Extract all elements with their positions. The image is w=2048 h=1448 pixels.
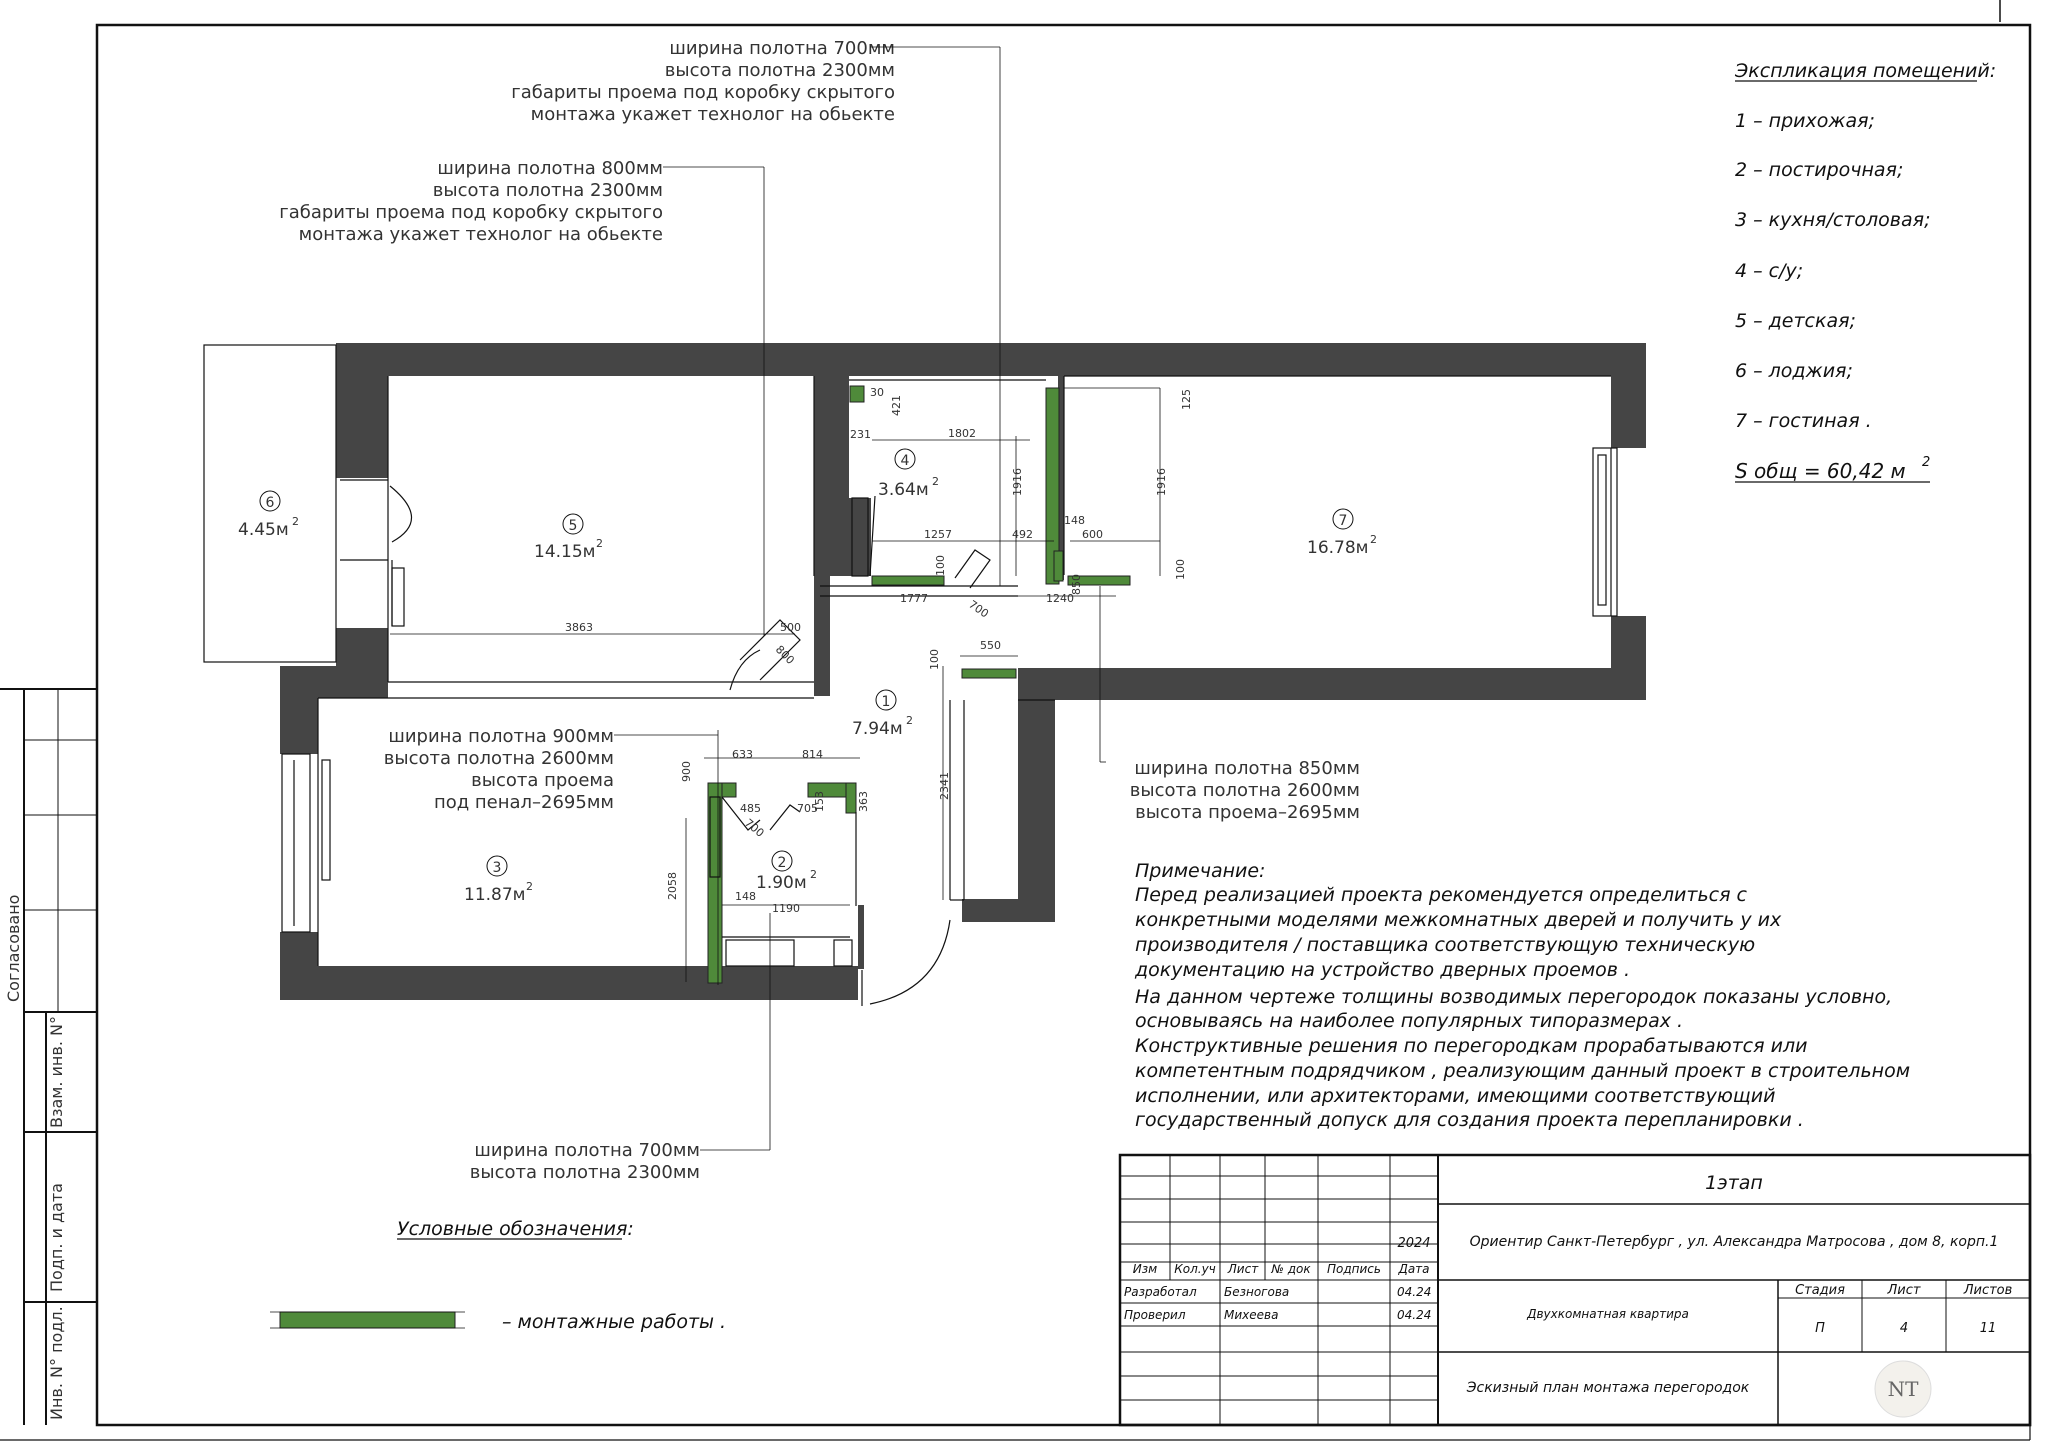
svg-text:ширина полотна 850мм: ширина полотна 850мм bbox=[1134, 758, 1360, 779]
object-name: Двухкомнатная квартира bbox=[1527, 1307, 1689, 1321]
door-note-3 bbox=[384, 726, 718, 813]
svg-text:ширина полотна 900мм: ширина полотна 900мм bbox=[388, 726, 614, 747]
svg-text:Кол.уч: Кол.уч bbox=[1174, 1262, 1216, 1276]
room-1-area: 7.94м bbox=[852, 719, 903, 739]
svg-text:П: П bbox=[1815, 1321, 1825, 1336]
dim-148b: 148 bbox=[735, 890, 756, 903]
svg-text:Стадия: Стадия bbox=[1795, 1283, 1845, 1298]
svg-text:3 – кухня/столовая;: 3 – кухня/столовая; bbox=[1735, 209, 1931, 231]
svg-text:высота полотна 2300мм: высота полотна 2300мм bbox=[664, 60, 895, 81]
svg-text:монтажа укажет технолог на обь: монтажа укажет технолог на обьекте bbox=[298, 224, 663, 245]
svg-text:габариты проема под коробку ск: габариты проема под коробку скрытого bbox=[279, 202, 663, 223]
svg-text:2: 2 bbox=[292, 515, 299, 528]
door-note-1 bbox=[511, 38, 1000, 125]
dim-1802: 1802 bbox=[948, 427, 976, 440]
dim-1240: 1240 bbox=[1046, 592, 1074, 605]
svg-text:ширина полотна 800мм: ширина полотна 800мм bbox=[437, 158, 663, 179]
explication-title: Экспликация помещений: bbox=[1735, 60, 1997, 82]
dim-3863: 3863 bbox=[565, 621, 593, 634]
svg-text:Изм: Изм bbox=[1132, 1262, 1158, 1276]
room-6-area: 4.45м bbox=[238, 520, 289, 540]
svg-text:2: 2 bbox=[526, 880, 533, 893]
dim-550: 550 bbox=[980, 639, 1001, 652]
room-2-area: 1.90м bbox=[756, 873, 807, 893]
room-3 bbox=[464, 856, 533, 905]
svg-text:2: 2 bbox=[906, 714, 913, 727]
svg-text:Лист: Лист bbox=[1887, 1283, 1921, 1298]
room-4-area: 3.64м bbox=[878, 480, 929, 500]
svg-text:4: 4 bbox=[1899, 1321, 1909, 1336]
dim-148a: 148 bbox=[1064, 514, 1085, 527]
legend-item: – монтажные работы . bbox=[502, 1311, 727, 1333]
svg-text:5 – детская;: 5 – детская; bbox=[1735, 310, 1856, 332]
svg-text:6 – лоджия;: 6 – лоджия; bbox=[1735, 360, 1853, 382]
svg-text:На данном чертеже толщины воз: На данном чертеже толщины возводимых перегородок показаны условно, bbox=[1135, 986, 1893, 1008]
dim-2058: 2058 bbox=[666, 872, 679, 900]
svg-text:Конструктивные решения по пере: Конструктивные решения по перегородкам прорабатываются или bbox=[1135, 1035, 1808, 1057]
room-7 bbox=[1307, 509, 1377, 558]
room-2 bbox=[756, 851, 817, 893]
dim-125: 125 bbox=[1180, 389, 1193, 410]
svg-text:высота полотна 2300мм: высота полотна 2300мм bbox=[432, 180, 663, 201]
note-title: Примечание: bbox=[1135, 860, 1266, 882]
svg-text:2: 2 bbox=[1922, 455, 1931, 470]
svg-text:Дата: Дата bbox=[1398, 1262, 1430, 1276]
svg-text:высота полотна 2600мм: высота полотна 2600мм bbox=[1129, 780, 1360, 801]
svg-text:документацию на устройство две: документацию на устройство дверных проемов . bbox=[1135, 959, 1631, 981]
svg-text:Перед реализацией проекта реко: Перед реализацией проекта рекомендуется определиться с bbox=[1135, 884, 1748, 906]
dim-30: 30 bbox=[870, 386, 884, 399]
svg-text:компетентным подрядчиком , ре: компетентным подрядчиком , реализующим данный проект в строительном bbox=[1135, 1060, 1911, 1082]
door-note-4 bbox=[1130, 758, 1360, 823]
svg-text:7 – гостиная .: 7 – гостиная . bbox=[1735, 410, 1872, 432]
svg-text:6: 6 bbox=[265, 495, 275, 511]
svg-text:5: 5 bbox=[568, 518, 578, 534]
dim-492: 492 bbox=[1012, 528, 1033, 541]
dim-485: 485 bbox=[740, 802, 761, 815]
room-5-area: 14.15м bbox=[534, 542, 596, 562]
svg-text:2024: 2024 bbox=[1397, 1236, 1431, 1251]
stamp-agreed: Согласовано bbox=[4, 894, 23, 1002]
svg-text:конкретными моделями межкомнат: конкретными моделями межкомнатных дверей и получить у их bbox=[1135, 909, 1782, 931]
svg-text:4: 4 bbox=[900, 453, 910, 469]
svg-text:2: 2 bbox=[777, 855, 787, 871]
svg-text:2: 2 bbox=[932, 475, 939, 488]
room-6 bbox=[238, 491, 299, 540]
svg-text:Безногова: Безногова bbox=[1224, 1285, 1290, 1299]
svg-text:ширина полотна 700мм: ширина полотна 700мм bbox=[474, 1140, 700, 1161]
svg-text:Листов: Листов bbox=[1963, 1283, 2013, 1298]
svg-text:Михеева: Михеева bbox=[1224, 1308, 1279, 1322]
svg-text:высота проема: высота проема bbox=[471, 770, 614, 791]
svg-text:основываясь на наиболее популя: основываясь на наиболее популярных типоразмерах . bbox=[1135, 1010, 1684, 1032]
stage-title: 1этап bbox=[1705, 1172, 1763, 1194]
dim-1257: 1257 bbox=[924, 528, 952, 541]
dim-153: 153 bbox=[813, 791, 826, 812]
drawing-name: Эскизный план монтажа перегородок bbox=[1466, 1380, 1750, 1396]
dim-421: 421 bbox=[890, 395, 903, 416]
door-note-2 bbox=[279, 158, 764, 372]
dim-1916a: 1916 bbox=[1011, 468, 1024, 496]
legend-title: Условные обозначения: bbox=[397, 1218, 634, 1240]
svg-text:под пенал–2695мм: под пенал–2695мм bbox=[433, 792, 614, 813]
svg-text:монтажа укажет технолог на обь: монтажа укажет технолог на обьекте bbox=[530, 104, 895, 125]
svg-text:1 – прихожая;: 1 – прихожая; bbox=[1735, 110, 1875, 132]
svg-text:2: 2 bbox=[1370, 533, 1377, 546]
svg-text:7: 7 bbox=[1338, 513, 1348, 529]
room-3-area: 11.87м bbox=[464, 885, 526, 905]
dim-600: 600 bbox=[1082, 528, 1103, 541]
address: Ориентир Санкт-Петербург , ул. Александра Матросова , дом 8, корп.1 bbox=[1469, 1234, 1999, 1250]
dim-1916b: 1916 bbox=[1155, 468, 1168, 496]
dim-850: 850 bbox=[1070, 574, 1083, 595]
room-5 bbox=[534, 514, 603, 562]
svg-text:04.24: 04.24 bbox=[1397, 1285, 1432, 1299]
dim-500: 500 bbox=[780, 621, 801, 634]
svg-text:Разработал: Разработал bbox=[1124, 1285, 1197, 1299]
legend bbox=[270, 1218, 726, 1333]
svg-text:4 – с/у;: 4 – с/у; bbox=[1735, 260, 1804, 282]
svg-text:2 – постирочная;: 2 – постирочная; bbox=[1735, 159, 1904, 181]
side-stamp bbox=[0, 689, 97, 1425]
svg-text:ширина полотна 700мм: ширина полотна 700мм bbox=[669, 38, 895, 59]
stamp-podp: Подп. и дата bbox=[47, 1183, 66, 1292]
dim-900: 900 bbox=[680, 761, 693, 782]
svg-text:1: 1 bbox=[881, 694, 891, 710]
room-7-area: 16.78м bbox=[1307, 538, 1369, 558]
dim-100a: 100 bbox=[1174, 559, 1187, 580]
svg-text:2: 2 bbox=[810, 868, 817, 881]
dim-633: 633 bbox=[732, 748, 753, 761]
svg-text:габариты проема под коробку ск: габариты проема под коробку скрытого bbox=[511, 82, 895, 103]
note-block bbox=[1134, 860, 1910, 1131]
svg-text:Подпись: Подпись bbox=[1327, 1262, 1381, 1276]
door-note-5 bbox=[470, 1140, 770, 1183]
dim-363: 363 bbox=[857, 791, 870, 812]
dim-700b: 700 bbox=[742, 816, 767, 840]
total-area: S общ = 60,42 м bbox=[1735, 459, 1906, 483]
svg-text:Проверил: Проверил bbox=[1124, 1308, 1186, 1322]
room-explication bbox=[1734, 60, 1996, 483]
svg-text:Лист: Лист bbox=[1227, 1262, 1259, 1276]
svg-text:государственный допуск для соз: государственный допуск для создания проекта перепланировки . bbox=[1135, 1109, 1804, 1131]
dim-2341: 2341 bbox=[938, 772, 951, 800]
svg-text:04.24: 04.24 bbox=[1397, 1308, 1432, 1322]
svg-text:3: 3 bbox=[492, 860, 502, 876]
svg-text:высота проема–2695мм: высота проема–2695мм bbox=[1135, 802, 1360, 823]
svg-text:2: 2 bbox=[596, 537, 603, 550]
svg-text:высота полотна 2300мм: высота полотна 2300мм bbox=[469, 1162, 700, 1183]
title-block bbox=[1120, 1155, 2030, 1425]
stamp-vzam: Взам. инв. N° bbox=[47, 1016, 66, 1128]
dim-1190: 1190 bbox=[772, 902, 800, 915]
dim-100b: 100 bbox=[928, 649, 941, 670]
svg-text:высота полотна 2600мм: высота полотна 2600мм bbox=[383, 748, 614, 769]
legend-green-swatch bbox=[280, 1312, 455, 1328]
svg-text:№ док: № док bbox=[1271, 1262, 1311, 1276]
svg-text:производителя / поставщика со: производителя / поставщика соответствующую техническую bbox=[1135, 934, 1756, 956]
dim-1777: 1777 bbox=[900, 592, 928, 605]
dim-231: 231 bbox=[850, 428, 871, 441]
logo-text: NT bbox=[1887, 1377, 1919, 1401]
room-4 bbox=[878, 449, 939, 500]
dimension-values bbox=[565, 386, 1193, 915]
dim-705: 705 bbox=[797, 802, 818, 815]
room-1 bbox=[852, 690, 913, 739]
svg-text:исполнении, или архитекторами,: исполнении, или архитекторами, имеющими соответствующий bbox=[1135, 1085, 1776, 1107]
dim-100c: 100 bbox=[934, 555, 947, 576]
stamp-inv: Инв. N° подл. bbox=[47, 1306, 66, 1420]
dim-800: 800 bbox=[772, 642, 797, 667]
svg-text:11: 11 bbox=[1979, 1321, 1997, 1336]
dim-814: 814 bbox=[802, 748, 823, 761]
dim-700a: 700 bbox=[966, 597, 991, 621]
